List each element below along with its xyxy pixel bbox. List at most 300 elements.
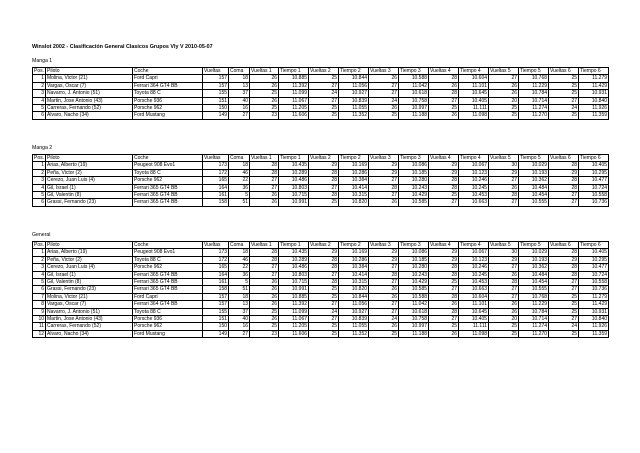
table-cell: 26: [429, 82, 459, 89]
table-cell: 11.274: [519, 323, 549, 330]
table-cell: 10.286: [339, 169, 369, 176]
table-cell: 27: [549, 315, 579, 322]
table-row: [33, 82, 609, 89]
table-cell: 173: [203, 249, 229, 256]
table-cell: 28: [549, 184, 579, 191]
table-cell: 10.435: [279, 162, 309, 169]
table-cell: 10.123: [459, 169, 489, 176]
table-cell: 10.991: [279, 199, 309, 206]
table-cell: 36: [229, 271, 250, 278]
table-cell: 27: [369, 301, 399, 308]
table-cell: Porsche 962: [133, 323, 203, 330]
table-cell: 10.663: [459, 199, 489, 206]
table-cell: 1: [33, 75, 46, 82]
table-cell: 11.205: [279, 323, 309, 330]
table-cell: 27: [309, 301, 339, 308]
table-cell: 40: [229, 97, 250, 104]
document-title: Winslot 2002 - Clasificación General Clasicos Grupos Vly V 2010-05-07: [32, 44, 213, 50]
table-cell: 25: [309, 104, 339, 111]
column-header: Vueltas 4: [429, 155, 459, 162]
table-row: [33, 264, 609, 271]
table-cell: 37: [229, 90, 250, 97]
table-cell: 27: [369, 90, 399, 97]
column-header: Vueltas: [203, 155, 229, 162]
table-cell: 11.926: [579, 104, 609, 111]
column-header: Pos.: [34, 242, 45, 249]
column-header: Tiempo 3: [399, 68, 429, 75]
table-cell: Porsche 962: [133, 177, 203, 184]
table-cell: 28: [429, 271, 459, 278]
table-cell: 27: [250, 264, 279, 271]
table-cell: 10.927: [339, 90, 369, 97]
table-cell: 4: [33, 271, 46, 278]
table-cell: 11.042: [399, 82, 429, 89]
table-cell: 10.486: [279, 177, 309, 184]
column-header: Vueltas 4: [429, 242, 459, 249]
column-header: Coma: [229, 155, 250, 162]
table-cell: 25: [549, 75, 579, 82]
column-header: Tiempo 5: [519, 68, 549, 75]
table-cell: 28: [309, 177, 339, 184]
table-cell: 25: [250, 323, 279, 330]
table-cell: 10.997: [399, 104, 429, 111]
table-cell: 25: [250, 90, 279, 97]
table-cell: Porsche 936: [133, 97, 203, 104]
table-cell: 158: [203, 199, 229, 206]
table-cell: Ferrari 365 GT4 BB: [133, 271, 203, 278]
table-row: [33, 286, 609, 293]
table-cell: Toyota 88 C: [133, 308, 203, 315]
table-cell: 10.724: [579, 184, 609, 191]
table-cell: 46: [229, 169, 250, 176]
table-cell: 9: [33, 308, 46, 315]
table-cell: 26: [489, 301, 519, 308]
table-cell: 10.429: [399, 191, 429, 198]
table-cell: 29: [369, 169, 399, 176]
column-header: Piloto: [46, 242, 133, 249]
table-cell: 10.724: [579, 271, 609, 278]
column-header: Vueltas 2: [309, 155, 339, 162]
table-cell: 25: [549, 293, 579, 300]
table-cell: 10.885: [279, 293, 309, 300]
table-cell: 25: [549, 112, 579, 119]
table-cell: Peña, Victor (2): [46, 256, 133, 263]
table-cell: 11.270: [519, 112, 549, 119]
table-cell: 25: [309, 286, 339, 293]
table-row: [33, 90, 609, 97]
table-cell: 157: [203, 75, 229, 82]
table-cell: 10.029: [519, 249, 549, 256]
table-cell: 6: [33, 286, 46, 293]
table-cell: 10.484: [519, 271, 549, 278]
table-cell: 11.188: [399, 330, 429, 337]
column-header: Vueltas 6: [549, 155, 579, 162]
table-cell: 10.558: [579, 278, 609, 285]
table-cell: 46: [229, 256, 250, 263]
table-cell: 10.585: [399, 286, 429, 293]
table-cell: 11.606: [279, 112, 309, 119]
table-cell: 11.274: [519, 104, 549, 111]
column-header: Coche: [133, 155, 203, 162]
table-cell: 10.414: [339, 271, 369, 278]
table-row: [33, 97, 609, 104]
table-header-row: [33, 242, 609, 249]
column-header: Tiempo 1: [279, 68, 309, 75]
table-cell: 10.362: [519, 177, 549, 184]
table-cell: 30: [489, 249, 519, 256]
column-header: Vueltas 5: [489, 242, 519, 249]
table-cell: 29: [369, 249, 399, 256]
table-cell: Peugeot 908 Evo1: [133, 249, 203, 256]
table-cell: 28: [549, 249, 579, 256]
column-header: Tiempo 1: [279, 242, 309, 249]
table-cell: 30: [489, 162, 519, 169]
table-cell: 10.245: [459, 184, 489, 191]
column-header: Tiempo 3: [399, 242, 429, 249]
table-cell: 10.588: [399, 75, 429, 82]
table-cell: Ford Capri: [133, 75, 203, 82]
table-cell: Ferrari 365 GT4 BB: [133, 191, 203, 198]
table-cell: 5: [229, 191, 250, 198]
table-cell: 20: [489, 97, 519, 104]
table-cell: 27: [429, 199, 459, 206]
table-cell: 150: [203, 104, 229, 111]
table-cell: 11.056: [339, 82, 369, 89]
table-cell: 51: [229, 199, 250, 206]
table-cell: 11.055: [339, 104, 369, 111]
table-cell: 10.193: [519, 169, 549, 176]
table-cell: 27: [549, 286, 579, 293]
table-cell: 11: [33, 323, 46, 330]
table-cell: 10.067: [459, 162, 489, 169]
table-cell: 26: [429, 112, 459, 119]
table-cell: 10.931: [579, 308, 609, 315]
table-cell: 5: [229, 278, 250, 285]
table-row: [33, 271, 609, 278]
table-cell: 26: [250, 199, 279, 206]
column-header: Vueltas: [203, 68, 229, 75]
table-cell: 10.991: [279, 286, 309, 293]
table-cell: 29: [429, 256, 459, 263]
table-cell: 11.429: [579, 82, 609, 89]
table-cell: Gil, Valentin (8): [46, 278, 133, 285]
table-cell: 26: [250, 286, 279, 293]
table-cell: 11.606: [279, 330, 309, 337]
table-cell: 10.086: [399, 249, 429, 256]
table-cell: 28: [489, 191, 519, 198]
table-cell: 36: [229, 184, 250, 191]
table-cell: Martin, Jose Antonio (43): [46, 97, 133, 104]
table-cell: 10.245: [459, 271, 489, 278]
table-cell: 10.315: [339, 191, 369, 198]
table-cell: 10.454: [519, 278, 549, 285]
table-cell: 10.618: [399, 308, 429, 315]
table-row: [33, 315, 609, 322]
column-header: Coma: [229, 242, 250, 249]
table-cell: 6: [33, 112, 46, 119]
table-cell: 10.618: [399, 90, 429, 97]
table-cell: 10.714: [519, 315, 549, 322]
table-cell: 10.246: [459, 264, 489, 271]
table-cell: 10.280: [399, 264, 429, 271]
table-cell: 10.486: [279, 264, 309, 271]
table-cell: 28: [549, 162, 579, 169]
table-cell: 10.555: [519, 199, 549, 206]
table-cell: 10.715: [279, 278, 309, 285]
table-cell: 25: [549, 82, 579, 89]
table-cell: 26: [489, 308, 519, 315]
table-cell: 18: [229, 75, 250, 82]
table-cell: 10: [33, 315, 46, 322]
table-cell: 10.246: [459, 177, 489, 184]
table-cell: 26: [250, 278, 279, 285]
table-cell: 27: [369, 278, 399, 285]
column-header: Vueltas 1: [250, 68, 279, 75]
table-cell: Grassi, Fernando (23): [46, 199, 133, 206]
table-cell: 25: [489, 104, 519, 111]
column-header: Pos.: [34, 155, 45, 162]
table-cell: 18: [229, 162, 250, 169]
table-cell: 51: [229, 286, 250, 293]
table-cell: 29: [549, 256, 579, 263]
table-cell: 27: [429, 97, 459, 104]
column-header: Vueltas 1: [250, 242, 279, 249]
table-cell: 25: [369, 112, 399, 119]
table-cell: 11.055: [339, 323, 369, 330]
table-cell: 10.484: [519, 184, 549, 191]
table-cell: 37: [229, 308, 250, 315]
table-cell: 25: [549, 90, 579, 97]
table-cell: 18: [229, 249, 250, 256]
table-cell: 29: [489, 256, 519, 263]
table-cell: 10.453: [459, 278, 489, 285]
column-header: Tiempo 4: [459, 68, 489, 75]
table-cell: 11.352: [339, 330, 369, 337]
table-cell: Grassi, Fernando (23): [46, 286, 133, 293]
table-cell: 20: [489, 315, 519, 322]
table-cell: Ferrari 365 GT4 BB: [133, 199, 203, 206]
column-header: Vueltas 5: [489, 68, 519, 75]
table-cell: 27: [369, 82, 399, 89]
table-cell: 11.429: [579, 301, 609, 308]
table-cell: 10.169: [339, 249, 369, 256]
table-cell: 10.931: [579, 90, 609, 97]
table-cell: 11.099: [279, 90, 309, 97]
table-cell: 22: [229, 177, 250, 184]
table-cell: 11.359: [579, 112, 609, 119]
table-cell: Ford Capri: [133, 293, 203, 300]
table-cell: 28: [429, 293, 459, 300]
table-cell: 158: [203, 286, 229, 293]
table-cell: Ford Mustang: [133, 112, 203, 119]
table-cell: 27: [489, 264, 519, 271]
table-cell: 28: [369, 271, 399, 278]
table-cell: 7: [33, 293, 46, 300]
table-cell: Ford Mustang: [133, 330, 203, 337]
table-cell: 26: [250, 82, 279, 89]
table-cell: 10.086: [399, 162, 429, 169]
table-cell: 10.997: [399, 323, 429, 330]
table-cell: 172: [203, 169, 229, 176]
column-header: Vueltas 6: [549, 242, 579, 249]
table-cell: 12: [33, 330, 46, 337]
table-cell: Navarro, J. Antonio (51): [46, 90, 133, 97]
table-cell: 10.243: [399, 271, 429, 278]
table-cell: 157: [203, 82, 229, 89]
column-header: Vueltas 3: [369, 242, 399, 249]
table-cell: 29: [489, 169, 519, 176]
column-header: Tiempo 6: [579, 155, 609, 162]
table-cell: 27: [489, 75, 519, 82]
table-cell: 27: [309, 97, 339, 104]
table-cell: 27: [309, 184, 339, 191]
table-header-row: [33, 155, 609, 162]
table-cell: 10.295: [579, 169, 609, 176]
table-cell: 10.844: [339, 75, 369, 82]
table-cell: 150: [203, 323, 229, 330]
table-cell: Molina, Victor (21): [46, 75, 133, 82]
table-cell: 10.477: [579, 264, 609, 271]
table-cell: 11.926: [579, 323, 609, 330]
table-cell: 27: [250, 177, 279, 184]
table-cell: 173: [203, 162, 229, 169]
column-header: Vueltas 4: [429, 68, 459, 75]
table-cell: 23: [250, 112, 279, 119]
table-cell: 10.414: [339, 184, 369, 191]
table-cell: 26: [369, 286, 399, 293]
table-cell: 10.289: [279, 256, 309, 263]
table-cell: 155: [203, 308, 229, 315]
table-cell: 11.098: [459, 330, 489, 337]
table-cell: Arias, Alberto (19): [46, 162, 133, 169]
table-cell: 26: [250, 191, 279, 198]
section-title: Manga 1: [32, 58, 53, 64]
table-cell: 149: [203, 330, 229, 337]
table-cell: Peña, Victor (2): [46, 169, 133, 176]
column-header: Vueltas 1: [250, 155, 279, 162]
column-header: Tiempo 2: [339, 155, 369, 162]
table-cell: Ferrari 364 GT4 BB: [133, 301, 203, 308]
table-cell: 3: [33, 264, 46, 271]
table-row: [33, 308, 609, 315]
table-cell: 11.111: [459, 104, 489, 111]
table-cell: 11.279: [579, 75, 609, 82]
table-cell: 11.270: [519, 330, 549, 337]
table-cell: Ferrari 365 GT4 BB: [133, 278, 203, 285]
column-header: Tiempo 6: [579, 68, 609, 75]
table-cell: 155: [203, 90, 229, 97]
table-row: [33, 323, 609, 330]
table-cell: 10.169: [339, 162, 369, 169]
table-cell: 10.362: [519, 264, 549, 271]
table-cell: 11.392: [279, 82, 309, 89]
table-cell: 27: [309, 315, 339, 322]
table-cell: 29: [369, 256, 399, 263]
table-cell: Gil, Valentin (8): [46, 191, 133, 198]
table-cell: 10.453: [459, 191, 489, 198]
column-header: Tiempo 1: [279, 155, 309, 162]
table-cell: 16: [229, 104, 250, 111]
table-cell: 10.839: [339, 315, 369, 322]
table-cell: 25: [549, 308, 579, 315]
table-cell: 28: [429, 308, 459, 315]
table-cell: 26: [250, 97, 279, 104]
table-cell: 10.714: [519, 97, 549, 104]
table-cell: 11.067: [279, 315, 309, 322]
table-cell: 24: [309, 308, 339, 315]
table-cell: 24: [309, 90, 339, 97]
column-header: Piloto: [46, 68, 133, 75]
table-cell: 11.098: [459, 112, 489, 119]
table-cell: 28: [429, 177, 459, 184]
column-header: Coche: [133, 242, 203, 249]
table-cell: 11.392: [279, 301, 309, 308]
table-cell: Ferrari 365 GT4 BB: [133, 184, 203, 191]
table-row: [33, 162, 609, 169]
table-cell: 28: [309, 256, 339, 263]
column-header: Vueltas 3: [369, 155, 399, 162]
table-cell: 25: [429, 323, 459, 330]
table-cell: 10.185: [399, 256, 429, 263]
table-cell: 10.784: [519, 90, 549, 97]
table-row: [33, 75, 609, 82]
column-header: Tiempo 2: [339, 242, 369, 249]
table-cell: 10.839: [339, 97, 369, 104]
table-cell: 13: [229, 301, 250, 308]
column-header: Tiempo 3: [399, 155, 429, 162]
column-header: Vueltas: [203, 242, 229, 249]
table-cell: 25: [549, 330, 579, 337]
table-header-row: [33, 68, 609, 75]
table-cell: 10.295: [579, 256, 609, 263]
table-row: [33, 169, 609, 176]
table-cell: 4: [33, 184, 46, 191]
column-header: Tiempo 2: [339, 68, 369, 75]
table-cell: 11.229: [519, 82, 549, 89]
table-cell: 10.840: [579, 97, 609, 104]
table-cell: 27: [229, 330, 250, 337]
table-cell: 10.803: [279, 271, 309, 278]
table-cell: 25: [309, 293, 339, 300]
section-title: Manga 2: [32, 145, 53, 151]
table-cell: Alvaro, Nacho (34): [46, 112, 133, 119]
table-cell: 16: [229, 323, 250, 330]
table-row: [33, 293, 609, 300]
table-cell: 27: [489, 177, 519, 184]
table-cell: 25: [309, 199, 339, 206]
table-cell: 28: [549, 271, 579, 278]
table-cell: 157: [203, 301, 229, 308]
column-header: Tiempo 5: [519, 242, 549, 249]
column-header: Vueltas 2: [309, 68, 339, 75]
table-cell: 26: [250, 75, 279, 82]
table-cell: 28: [309, 191, 339, 198]
table-cell: 28: [429, 90, 459, 97]
table-cell: 10.289: [279, 169, 309, 176]
column-header: Coma: [229, 68, 250, 75]
table-cell: 28: [250, 249, 279, 256]
table-cell: 27: [549, 199, 579, 206]
table-cell: 25: [309, 330, 339, 337]
table-cell: 25: [489, 112, 519, 119]
table-cell: 157: [203, 293, 229, 300]
table-cell: 40: [229, 315, 250, 322]
results-table: [32, 154, 609, 207]
table-cell: 25: [309, 323, 339, 330]
table-cell: 28: [429, 184, 459, 191]
table-cell: 27: [369, 308, 399, 315]
table-cell: 10.405: [579, 249, 609, 256]
